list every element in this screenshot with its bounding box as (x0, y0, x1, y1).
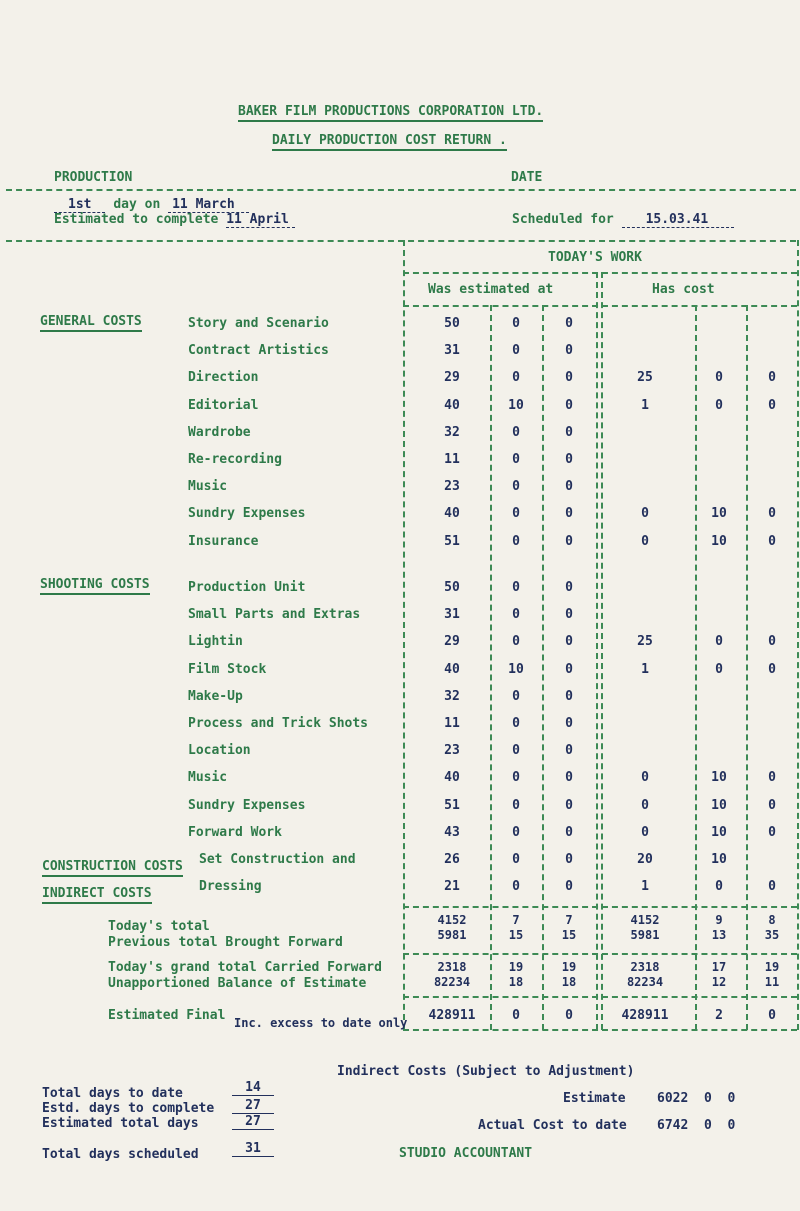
cell-value: 0 (512, 580, 520, 595)
cell-value: 11 (444, 452, 460, 467)
cell-value: 11 (444, 716, 460, 731)
final-cell: 0 (768, 1008, 776, 1023)
indirect-costs-label: INDIRECT COSTS (42, 886, 152, 904)
row-label: Location (188, 743, 251, 759)
date-label: DATE (511, 170, 543, 185)
cell-value: 31 (444, 343, 460, 359)
inc-excess-label: Inc. excess to date only (234, 1016, 408, 1030)
total-cell-line: 18 (561, 975, 577, 989)
row-label: Story and Scenario (188, 316, 329, 331)
total-cell-line: 18 (508, 975, 524, 989)
cell-value: 51 (444, 533, 460, 549)
cell-value: 1 (641, 397, 649, 413)
row-label: Editorial (188, 397, 259, 413)
cell-value: 0 (641, 506, 649, 522)
estimated-final-label: Estimated Final (108, 1008, 226, 1023)
cell-value: 21 (444, 879, 460, 894)
cell-value: 0 (565, 634, 573, 650)
cell-value: 0 (512, 452, 520, 467)
cell-value: 0 (768, 397, 776, 413)
cell-value: 0 (565, 580, 573, 595)
cell-value: 0 (715, 397, 723, 413)
cell-value: 0 (641, 824, 649, 840)
total-cell (412, 960, 492, 990)
total-cell (493, 913, 539, 943)
cell-value: 0 (565, 852, 573, 867)
cell-value: 0 (565, 716, 573, 731)
cell-value: 29 (444, 634, 460, 650)
total-cell (603, 960, 687, 990)
form-title: DAILY PRODUCTION COST RETURN . (272, 133, 507, 151)
grid-line (403, 953, 797, 955)
cell-value: 0 (512, 716, 520, 731)
row-label: Contract Artistics (188, 343, 329, 359)
row-label: Production Unit (188, 580, 306, 595)
cell-value: 23 (444, 743, 460, 759)
cell-value: 0 (768, 797, 776, 813)
cell-value: 0 (715, 879, 723, 894)
indirect-costs-title: Indirect Costs (Subject to Adjustment) (337, 1064, 635, 1079)
total-cell-line: 35 (764, 928, 780, 942)
row-label: Music (188, 770, 228, 786)
row-label: Process and Trick Shots (188, 716, 369, 731)
cell-value: 0 (512, 743, 520, 759)
scheduled-label: Scheduled for (512, 212, 614, 227)
cell-value: 0 (512, 316, 520, 331)
row-label: Set Construction and (199, 852, 356, 867)
total-cell-line: 17 (711, 960, 727, 974)
cell-value: 0 (565, 661, 573, 677)
total-cell (603, 913, 687, 943)
cell-value: 20 (637, 852, 653, 867)
cell-value: 29 (444, 370, 460, 386)
previous-total-label: Previous total Brought Forward (108, 935, 343, 950)
cell-value: 0 (512, 424, 520, 440)
actual-cost-value: 6742 0 0 (657, 1118, 736, 1133)
cell-value: 25 (637, 634, 653, 650)
est-total-days-value: 27 (232, 1114, 274, 1130)
cell-value: 10 (508, 397, 524, 413)
cell-value: 0 (565, 533, 573, 549)
cell-value: 0 (565, 879, 573, 894)
cell-value: 0 (512, 343, 520, 359)
final-cell: 2 (715, 1008, 723, 1023)
cell-value: 0 (565, 824, 573, 840)
cell-value: 0 (768, 770, 776, 786)
cell-value: 32 (444, 424, 460, 440)
cell-value: 0 (512, 634, 520, 650)
cell-value: 0 (565, 797, 573, 813)
total-cell (749, 913, 795, 943)
day-on-value: 11 March (168, 197, 249, 213)
estimate-label: Estimate (563, 1091, 626, 1106)
divider (6, 240, 796, 242)
cell-value: 0 (565, 343, 573, 359)
row-label: Music (188, 479, 228, 495)
est-complete-value: 11 April (226, 212, 295, 228)
total-days-value: 14 (232, 1080, 274, 1096)
total-cell-line: 2318 (437, 960, 467, 974)
total-cell-line: 5981 (630, 928, 660, 942)
cell-value: 0 (565, 452, 573, 467)
day-line (54, 197, 249, 212)
total-cell-line: 9 (715, 913, 723, 927)
grid-line (596, 272, 598, 1030)
row-label: Sundry Expenses (188, 797, 306, 813)
row-label: Lightin (188, 634, 243, 650)
cell-value: 10 (508, 661, 524, 677)
row-label: Film Stock (188, 661, 267, 677)
cell-value: 0 (512, 506, 520, 522)
estimate-value: 6022 0 0 (657, 1091, 736, 1106)
row-label: Direction (188, 370, 259, 386)
actual-cost-label: Actual Cost to date (478, 1118, 627, 1133)
cell-value: 0 (565, 370, 573, 386)
cell-value: 40 (444, 506, 460, 522)
cell-value: 0 (565, 770, 573, 786)
cell-value: 0 (715, 634, 723, 650)
total-cell-line: 8 (768, 913, 776, 927)
total-cell (696, 960, 742, 990)
cell-value: 25 (637, 370, 653, 386)
final-cell: 0 (565, 1008, 573, 1023)
cell-value: 0 (768, 879, 776, 894)
day-on-label: day on (113, 197, 161, 212)
cell-value: 10 (711, 852, 727, 867)
cell-value: 0 (565, 743, 573, 759)
unapportioned-label: Unapportioned Balance of Estimate (108, 976, 367, 991)
row-label: Re-recording (188, 452, 282, 467)
total-cell-line: 19 (561, 960, 577, 974)
general-costs-label: GENERAL COSTS (40, 314, 142, 332)
total-cell-line: 7 (512, 913, 520, 927)
cell-value: 10 (711, 533, 727, 549)
grid-line (797, 240, 799, 1030)
estd-days-value: 27 (232, 1098, 274, 1114)
cell-value: 40 (444, 661, 460, 677)
cell-value: 0 (512, 770, 520, 786)
cell-value: 0 (512, 879, 520, 894)
cell-value: 0 (565, 424, 573, 440)
cell-value: 31 (444, 607, 460, 623)
total-days-label: Total days to date (42, 1086, 183, 1101)
row-label: Dressing (199, 879, 262, 894)
days-scheduled-label: Total days scheduled (42, 1147, 199, 1162)
cell-value: 1 (641, 879, 649, 894)
total-cell-line: 13 (711, 928, 727, 942)
cell-value: 0 (512, 607, 520, 623)
cell-value: 10 (711, 770, 727, 786)
grid-line (403, 240, 405, 1030)
grid-line (403, 906, 797, 908)
final-cell: 428911 (428, 1008, 476, 1023)
shooting-costs-label: SHOOTING COSTS (40, 577, 150, 595)
studio-accountant-label: STUDIO ACCOUNTANT (399, 1146, 533, 1161)
construction-costs-label: CONSTRUCTION COSTS (42, 859, 183, 877)
total-cell (493, 960, 539, 990)
grid-line (403, 1029, 797, 1031)
total-cell-line: 11 (764, 975, 780, 989)
day-number: 1st (54, 197, 105, 213)
has-cost-header: Has cost (652, 282, 715, 297)
total-cell-line: 15 (508, 928, 524, 942)
cell-value: 0 (512, 479, 520, 495)
grid-line (403, 272, 797, 274)
company-name: BAKER FILM PRODUCTIONS CORPORATION LTD. (238, 104, 543, 122)
production-label: PRODUCTION (54, 170, 133, 185)
total-cell-line: 82234 (626, 975, 664, 989)
cell-value: 0 (768, 533, 776, 549)
cell-value: 0 (512, 852, 520, 867)
cell-value: 0 (768, 370, 776, 386)
row-label: Insurance (188, 533, 259, 549)
cell-value: 51 (444, 797, 460, 813)
est-complete-label: Estimated to complete (54, 212, 219, 227)
total-cell (546, 913, 592, 943)
total-cell-line: 19 (508, 960, 524, 974)
total-cell-line: 7 (565, 913, 573, 927)
days-scheduled-value: 31 (232, 1141, 274, 1157)
total-cell (696, 913, 742, 943)
row-label: Small Parts and Extras (188, 607, 361, 623)
cell-value: 0 (641, 533, 649, 549)
row-label: Forward Work (188, 824, 282, 840)
cell-value: 43 (444, 824, 460, 840)
cell-value: 50 (444, 580, 460, 595)
cell-value: 0 (641, 770, 649, 786)
cell-value: 0 (565, 397, 573, 413)
total-cell-line: 2318 (630, 960, 660, 974)
cell-value: 0 (512, 370, 520, 386)
cell-value: 0 (512, 688, 520, 704)
est-total-days-label: Estimated total days (42, 1116, 199, 1131)
total-cell-line: 15 (561, 928, 577, 942)
cell-value: 50 (444, 316, 460, 331)
divider (6, 189, 796, 191)
grid-line (403, 305, 797, 307)
grid-line (403, 996, 797, 998)
cell-value: 40 (444, 397, 460, 413)
cell-value: 0 (512, 824, 520, 840)
total-cell-line: 19 (764, 960, 780, 974)
total-cell (749, 960, 795, 990)
cell-value: 23 (444, 479, 460, 495)
cell-value: 0 (715, 661, 723, 677)
cell-value: 1 (641, 661, 649, 677)
cell-value: 0 (512, 797, 520, 813)
estd-days-label: Estd. days to complete (42, 1101, 215, 1116)
estimate-line (54, 212, 295, 227)
cell-value: 10 (711, 506, 727, 522)
total-cell-line: 4152 (630, 913, 660, 927)
cell-value: 40 (444, 770, 460, 786)
cell-value: 0 (768, 824, 776, 840)
row-label: Wardrobe (188, 424, 251, 440)
cell-value: 0 (512, 533, 520, 549)
cell-value: 0 (715, 370, 723, 386)
cell-value: 0 (768, 634, 776, 650)
scheduled-value: 15.03.41 (622, 212, 735, 228)
cell-value: 0 (565, 607, 573, 623)
final-cell: 0 (512, 1008, 520, 1023)
cell-value: 0 (565, 506, 573, 522)
grid-line (542, 305, 544, 1030)
total-cell (412, 913, 492, 943)
todays-total-label: Today's total (108, 919, 210, 934)
was-estimated-header: Was estimated at (428, 282, 554, 297)
row-label: Make-Up (188, 688, 243, 704)
cell-value: 32 (444, 688, 460, 704)
final-cell: 428911 (621, 1008, 669, 1023)
total-cell-line: 12 (711, 975, 727, 989)
cell-value: 0 (768, 661, 776, 677)
cell-value: 0 (565, 688, 573, 704)
cell-value: 0 (641, 797, 649, 813)
grand-total-label: Today's grand total Carried Forward (108, 960, 382, 975)
total-cell-line: 5981 (437, 928, 467, 942)
cell-value: 0 (565, 479, 573, 495)
cell-value: 0 (768, 506, 776, 522)
cell-value: 0 (565, 316, 573, 331)
cell-value: 26 (444, 852, 460, 867)
grid-line (746, 305, 748, 1030)
cell-value: 10 (711, 797, 727, 813)
total-cell-line: 82234 (433, 975, 471, 989)
row-label: Sundry Expenses (188, 506, 306, 522)
total-cell (546, 960, 592, 990)
todays-work-header: TODAY'S WORK (548, 250, 642, 265)
total-cell-line: 4152 (437, 913, 467, 927)
cell-value: 10 (711, 824, 727, 840)
scheduled-line (512, 212, 734, 227)
